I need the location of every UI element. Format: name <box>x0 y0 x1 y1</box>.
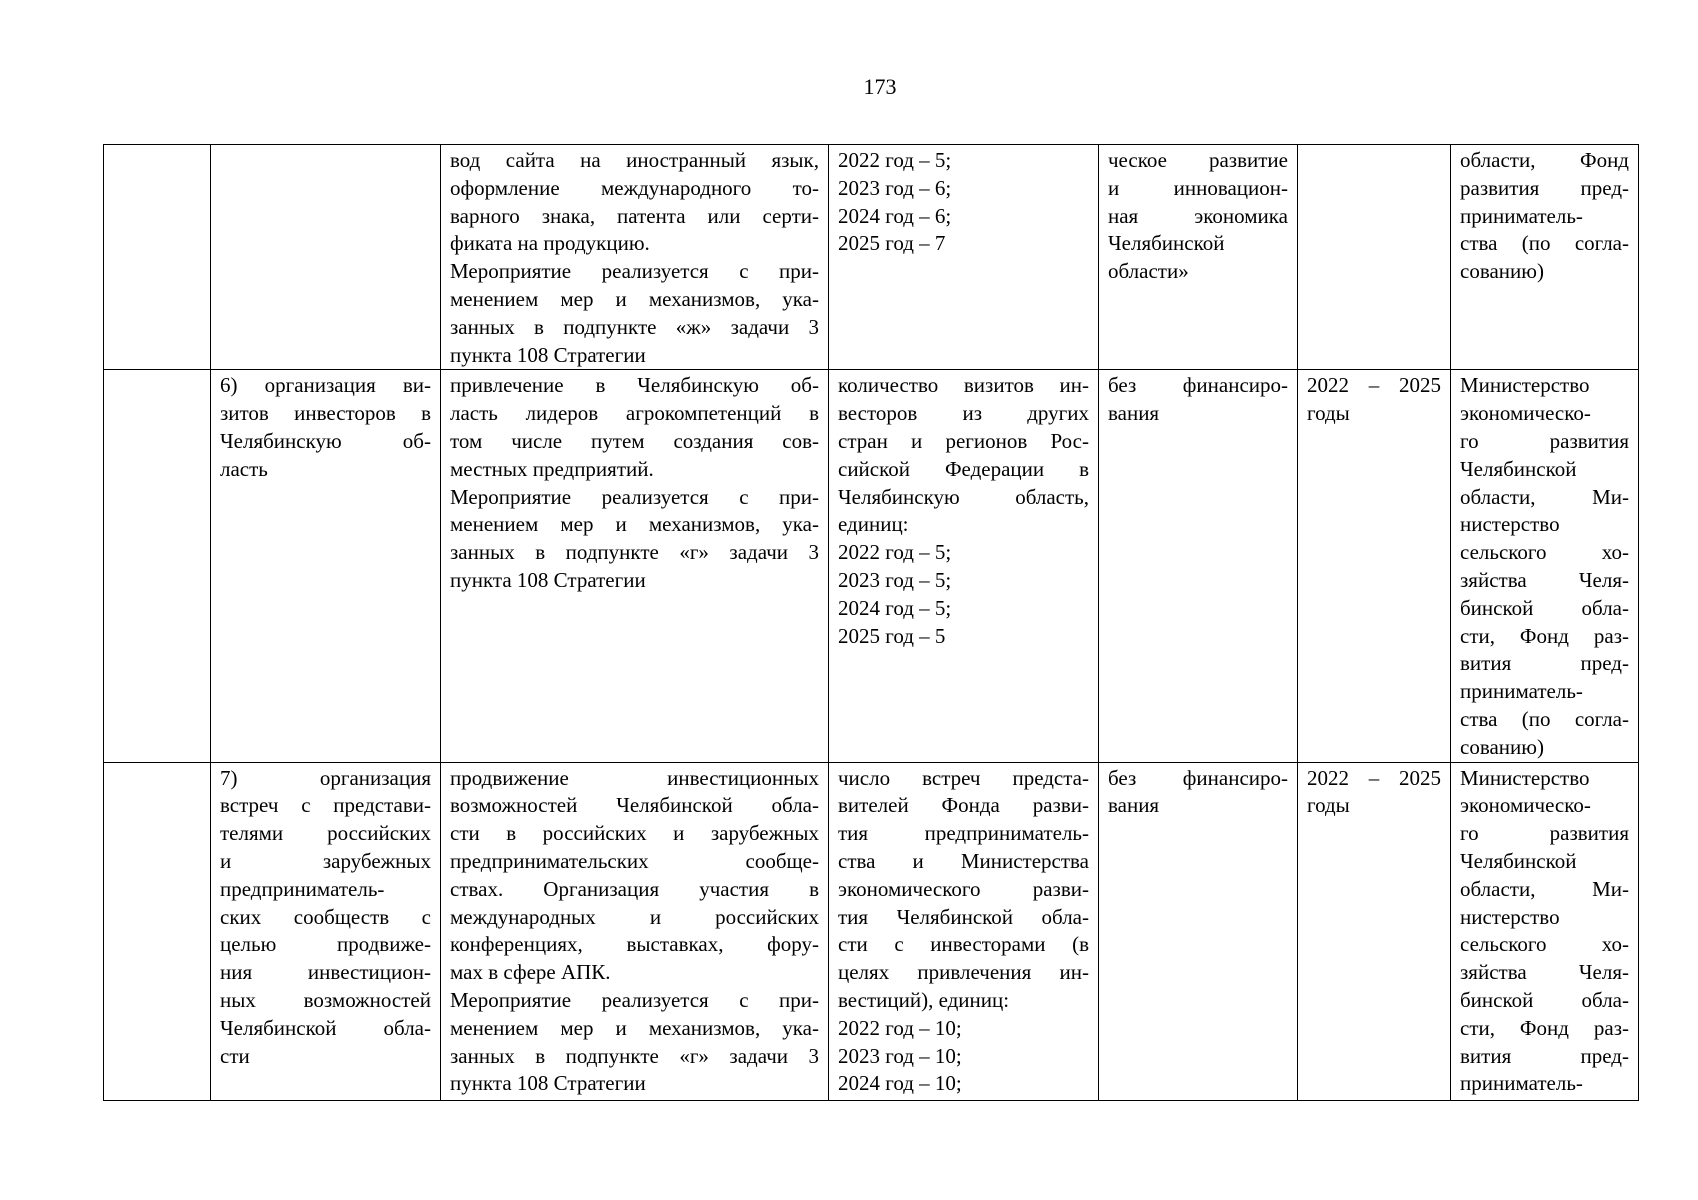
cell-line: нистерство <box>1460 512 1560 537</box>
table-row <box>104 370 1639 762</box>
cell-line: вод сайта на иностранный язык, <box>450 148 819 172</box>
cell-line: экономического разви- <box>838 876 1089 901</box>
cell-line: ства (по согла- <box>1460 231 1629 256</box>
cell-line: ласть <box>220 456 268 481</box>
cell-line: развития пред- <box>1460 175 1629 200</box>
cell-line: ства (по согла- <box>1460 706 1629 731</box>
cell-line: бинской обла- <box>1460 987 1629 1012</box>
cell-line: экономическо- <box>1460 401 1591 426</box>
cell-line: вания <box>1108 401 1160 426</box>
page-number: 173 <box>863 74 897 99</box>
cell-indicator <box>829 370 1099 762</box>
cell-line: 2023 год – 5; <box>838 567 952 592</box>
cell-line: области» <box>1108 259 1189 284</box>
cell-line: Челябинскую область, <box>838 484 1089 509</box>
cell-line: 7) организация <box>220 765 431 790</box>
cell-line: бинской обла- <box>1460 595 1629 620</box>
cell-num <box>104 370 211 762</box>
cell-line: число встреч предста- <box>838 765 1089 790</box>
cell-line: ческое развитие <box>1108 148 1288 172</box>
cell-line: 2022 – 2025 <box>1307 765 1441 790</box>
cell-line: сти в российских и зарубежных <box>450 821 819 846</box>
cell-line: Челябинской <box>1460 456 1577 481</box>
cell-line: занных в подпункте «г» задачи 3 <box>450 1043 819 1068</box>
cell-executors <box>1451 370 1639 762</box>
cell-line: вестиций), единиц: <box>838 987 1010 1012</box>
cell-line: ских сообществ с <box>220 904 431 929</box>
cell-line: без финансиро- <box>1108 765 1288 790</box>
cell-event <box>211 762 441 1100</box>
cell-line: области, Ми- <box>1460 876 1629 901</box>
cell-line: оформление международного то- <box>450 175 819 200</box>
cell-line: ная экономика <box>1108 203 1288 228</box>
cell-line: Министерство <box>1460 373 1590 398</box>
cell-line: продвижение инвестиционных <box>450 765 819 790</box>
cell-line: экономическо- <box>1460 793 1591 818</box>
cell-line: менением мер и механизмов, ука- <box>450 512 819 537</box>
cell-line: вителей Фонда разви- <box>838 793 1089 818</box>
cell-line: Челябинской <box>1460 848 1577 873</box>
cell-line: Мероприятие реализуется с при- <box>450 484 819 509</box>
cell-indicator <box>829 145 1099 370</box>
cell-line: сельского хо- <box>1460 540 1629 565</box>
cell-line: 2023 год – 6; <box>838 175 952 200</box>
cell-num <box>104 762 211 1100</box>
cell-line: 2022 год – 5; <box>838 148 952 172</box>
cell-line: Министерство <box>1460 765 1590 790</box>
cell-line: сельского хо- <box>1460 932 1629 957</box>
cell-line: целью продвиже- <box>220 932 431 957</box>
cell-line: Челябинскую об- <box>220 428 431 453</box>
cell-line: вания <box>1108 793 1160 818</box>
cell-line: весторов из других <box>838 401 1089 426</box>
cell-description <box>441 762 829 1100</box>
cell-num <box>104 145 211 370</box>
cell-line: 2025 год – 5 <box>838 623 946 648</box>
cell-line: приниматель- <box>1460 679 1583 704</box>
cell-line: годы <box>1307 401 1350 426</box>
cell-line: приниматель- <box>1460 1071 1583 1096</box>
cell-period <box>1298 370 1451 762</box>
cell-line: сованию) <box>1460 259 1544 284</box>
table-row <box>104 145 1639 370</box>
cell-line: местных предприятий. <box>450 456 654 481</box>
cell-event <box>211 370 441 762</box>
cell-executors <box>1451 145 1639 370</box>
cell-line: го развития <box>1460 428 1629 453</box>
cell-line: вития пред- <box>1460 1043 1629 1068</box>
cell-line: том числе путем создания сов- <box>450 428 819 453</box>
cell-line: пункта 108 Стратегии <box>450 342 646 367</box>
cell-line: менением мер и механизмов, ука- <box>450 286 819 311</box>
cell-description <box>441 370 829 762</box>
cell-period <box>1298 145 1451 370</box>
cell-line: вития пред- <box>1460 651 1629 676</box>
cell-line: 2024 год – 6; <box>838 203 952 228</box>
cell-line: нистерство <box>1460 904 1560 929</box>
cell-event <box>211 145 441 370</box>
cell-line: 2022 год – 5; <box>838 540 952 565</box>
cell-line: мах в сфере АПК. <box>450 960 611 985</box>
cell-line: сти, Фонд раз- <box>1460 1015 1629 1040</box>
cell-line: и зарубежных <box>220 848 431 873</box>
cell-line: варного знака, патента или серти- <box>450 203 819 228</box>
cell-line: международных и российских <box>450 904 819 929</box>
cell-line: ния инвестицион- <box>220 960 431 985</box>
measures-table <box>103 144 1639 1101</box>
cell-line: количество визитов ин- <box>838 373 1089 398</box>
cell-line: менением мер и механизмов, ука- <box>450 1015 819 1040</box>
cell-financing <box>1099 370 1298 762</box>
cell-line: предприниматель- <box>220 876 385 901</box>
cell-description <box>441 145 829 370</box>
cell-line: 2024 год – 10; <box>838 1071 962 1096</box>
cell-line: без финансиро- <box>1108 373 1288 398</box>
cell-line: встреч с представи- <box>220 793 431 818</box>
cell-period <box>1298 762 1451 1100</box>
cell-line: тия предприниматель- <box>838 821 1089 846</box>
cell-line: 2023 год – 10; <box>838 1043 962 1068</box>
cell-line: и инновацион- <box>1108 175 1288 200</box>
cell-line: годы <box>1307 793 1350 818</box>
cell-line: Челябинской <box>1108 231 1225 256</box>
cell-line: приниматель- <box>1460 203 1583 228</box>
cell-line: зяйства Челя- <box>1460 567 1629 592</box>
cell-line: ных возможностей <box>220 987 431 1012</box>
cell-line: целях привлечения ин- <box>838 960 1089 985</box>
cell-line: сийской Федерации в <box>838 456 1089 481</box>
cell-line: сти с инвесторами (в <box>838 932 1089 957</box>
cell-line: конференциях, выставках, фору- <box>450 932 819 957</box>
cell-line: области, Фонд <box>1460 148 1629 172</box>
cell-line: го развития <box>1460 821 1629 846</box>
cell-line: зитов инвесторов в <box>220 401 431 426</box>
cell-line: привлечение в Челябинскую об- <box>450 373 819 398</box>
cell-line: фиката на продукцию. <box>450 231 650 256</box>
cell-line: телями российских <box>220 821 431 846</box>
cell-line: предпринимательских сообще- <box>450 848 819 873</box>
cell-line: 6) организация ви- <box>220 373 431 398</box>
cell-line: занных в подпункте «ж» задачи 3 <box>450 314 819 339</box>
cell-financing <box>1099 145 1298 370</box>
cell-line: Мероприятие реализуется с при- <box>450 987 819 1012</box>
cell-line: 2024 год – 5; <box>838 595 952 620</box>
table-row <box>104 762 1639 1100</box>
cell-line: стран и регионов Рос- <box>838 428 1089 453</box>
cell-line: занных в подпункте «г» задачи 3 <box>450 540 819 565</box>
cell-line: сованию) <box>1460 734 1544 759</box>
cell-line: 2025 год – 7 <box>838 231 946 256</box>
cell-line: возможностей Челябинской обла- <box>450 793 819 818</box>
cell-line: ласть лидеров агрокомпетенций в <box>450 401 819 426</box>
cell-line: Мероприятие реализуется с при- <box>450 259 819 284</box>
cell-line: Челябинской обла- <box>220 1015 431 1040</box>
cell-line: зяйства Челя- <box>1460 960 1629 985</box>
cell-line: 2022 год – 10; <box>838 1015 962 1040</box>
cell-line: сти, Фонд раз- <box>1460 623 1629 648</box>
cell-line: 2022 – 2025 <box>1307 373 1441 398</box>
cell-line: сти <box>220 1043 250 1068</box>
cell-line: области, Ми- <box>1460 484 1629 509</box>
cell-line: тия Челябинской обла- <box>838 904 1089 929</box>
cell-line: единиц: <box>838 512 909 537</box>
cell-executors <box>1451 762 1639 1100</box>
cell-line: ствах. Организация участия в <box>450 876 819 901</box>
cell-line: пункта 108 Стратегии <box>450 1071 646 1096</box>
cell-financing <box>1099 762 1298 1100</box>
cell-line: пункта 108 Стратегии <box>450 567 646 592</box>
cell-indicator <box>829 762 1099 1100</box>
cell-line: ства и Министерства <box>838 848 1089 873</box>
